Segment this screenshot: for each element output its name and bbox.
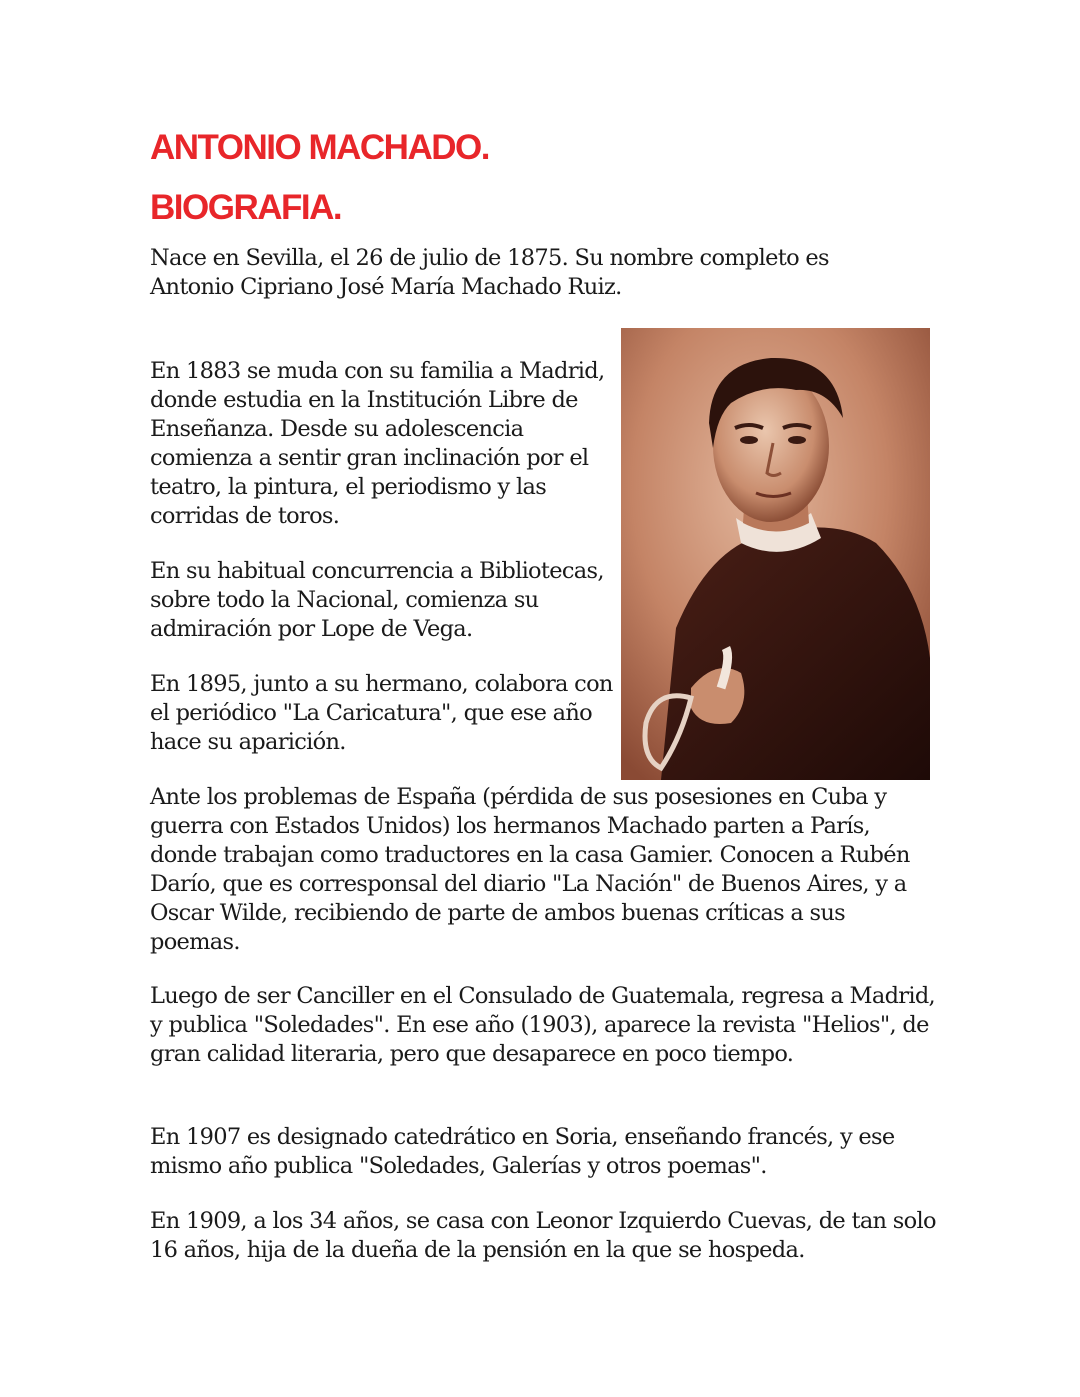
paragraph-paris: Ante los problemas de España (pérdida de sus posesiones en Cuba y guerra con Estados Unidos) los hermanos Machado parten a París, donde trabajan como traductores en la casa Gamier. Conocen a Rubén Darío, que es corresponsal del diario "La Nación" de Buenos Aires, y a Oscar Wilde, recibiendo de parte de ambos buenas críticas a sus poemas. (150, 784, 910, 955)
paragraph-birth: Nace en Sevilla, el 26 de julio de 1875. Su nombre completo es Antonio Cipriano José María Machado Ruiz. (150, 245, 829, 300)
page-title: ANTONIO MACHADO. (150, 128, 489, 167)
portrait-photo (621, 328, 930, 780)
paragraph-marriage: En 1909, a los 34 años, se casa con Leonor Izquierdo Cuevas, de tan solo 16 años, hija de la dueña de la pensión en la que se hospeda. (150, 1208, 936, 1263)
paragraph-soria: En 1907 es designado catedrático en Soria, enseñando francés, y ese mismo año publica "Soledades, Galerías y otros poemas". (150, 1124, 895, 1179)
paragraph-soledades: Luego de ser Canciller en el Consulado de Guatemala, regresa a Madrid, y publica "Soledades". En ese año (1903), aparece la revista "Helios", de gran calidad literaria, pero que desaparece en poco tiempo. (150, 983, 936, 1067)
paragraph-madrid: En 1883 se muda con su familia a Madrid, donde estudia en la Institución Libre de Enseñanza. Desde su adolescencia comienza a sentir gran inclinación por el teatro, la pintura, el periodismo y las corridas de toros. (150, 358, 605, 529)
portrait-photo-icon (621, 328, 930, 780)
page-subtitle: BIOGRAFIA. (150, 188, 342, 227)
paragraph-libraries: En su habitual concurrencia a Bibliotecas, sobre todo la Nacional, comienza su admiración por Lope de Vega. (150, 558, 604, 642)
paragraph-caricatura: En 1895, junto a su hermano, colabora con el periódico "La Caricatura", que ese año hace su aparición. (150, 671, 613, 755)
